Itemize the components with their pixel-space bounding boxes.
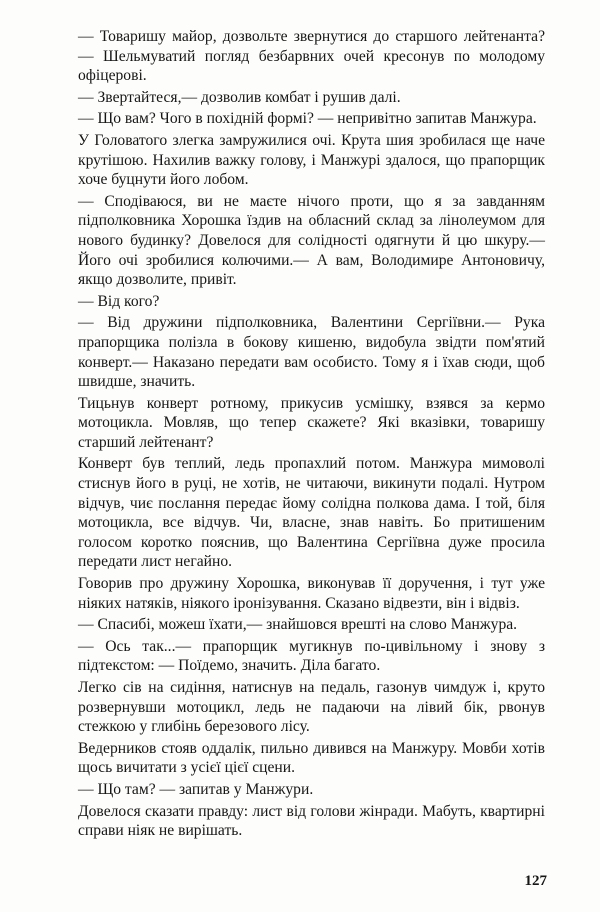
paragraph: Говорив про дружину Хорошка, виконував її доручення, і тут уже ніяких натяків, ніякого іронізування. Сказано відвезти, він і відвіз. xyxy=(78,575,545,612)
paragraph: Ведерников стояв оддалік, пильно дивився на Манжуру. Мовби хотів щось вичитати з усієї цієї сцени. xyxy=(78,739,545,777)
paragraph: — Сподіваюся, ви не маєте нічого проти, що я за завданням підполковника Хорошка їздив на обласний склад за лінолеумом для нового будинку? Довелося для солідності одягнути й цю шкуру.— Його очі зробилися колючими.— А вам, Володимире Антоновичу, якщо дозволите, привіт. xyxy=(78,192,545,289)
paragraph: У Головатого злегка замружилися очі. Крута шия зробилася ще наче крутішою. Нахилив важку голову, і Манжурі здалося, що прапорщик хоче буцнути його лобом. xyxy=(78,131,545,189)
page-number: 127 xyxy=(524,873,547,889)
paragraph: Конверт був теплий, ледь пропахлий потом. Манжура мимоволі стиснув його в руці, не хотів, не читаючи, викинути подалі. Нутром відчув, чиє послання передає йому солідна полкова дама. І той, біля мотоцикла, все відчув. Чи, власне, знав навіть. Бо притишеним голосом коротко пояснив, що Валентина Сергіївна дуже просила передати лист негайно. xyxy=(78,455,545,571)
paragraph: — Звертайтеся,— дозволив комбат і рушив далі. xyxy=(78,88,401,106)
paragraph: — Що там? — запитав у Манжури. xyxy=(78,780,314,798)
paragraph: — Ось так...— прапорщик мугикнув по-цивільному і знову з підтекстом: — Поїдемо, значить. Діла багато. xyxy=(78,637,545,675)
body-text xyxy=(78,27,545,843)
paragraph: — Від кого? xyxy=(78,292,160,310)
paragraph: — Що вам? Чого в похідній формі? — непривітно запитав Манжура. xyxy=(78,110,537,128)
paragraph: — Від дружини підполковника, Валентини Сергіївни.— Рука прапорщика полізла в бокову кишеню, видобула звідти пом'ятий конверт.— Наказано передати вам особисто. Тому я і їхав сюди, щоб швидше, значить. xyxy=(78,314,545,391)
paragraph: — Спасибі, можеш їхати,— знайшовся врешті на слово Манжура. xyxy=(78,616,518,634)
paragraph: Тицьнув конверт ротному, прикусив усмішку, взявся за кермо мотоцикла. Мовляв, що тепер скажете? Які вказівки, товаришу старший лейтенант? xyxy=(78,394,545,451)
paragraph: Легко сів на сидіння, натиснув на педаль, газонув чимдуж і, круто розвернувши мотоцикл, ледь не падаючи на лівий бік, рвонув стежкою у глибінь березового лісу. xyxy=(78,679,545,736)
paragraph: Довелося сказати правду: лист від голови жінради. Мабуть, квартирні справи ніяк не вирішать. xyxy=(78,802,545,840)
paragraph: — Товаришу майор, дозвольте звернутися до старшого лейтенанта? — Шельмуватий погляд безбарвних очей кресонув по молодому офіцерові. xyxy=(78,28,545,85)
